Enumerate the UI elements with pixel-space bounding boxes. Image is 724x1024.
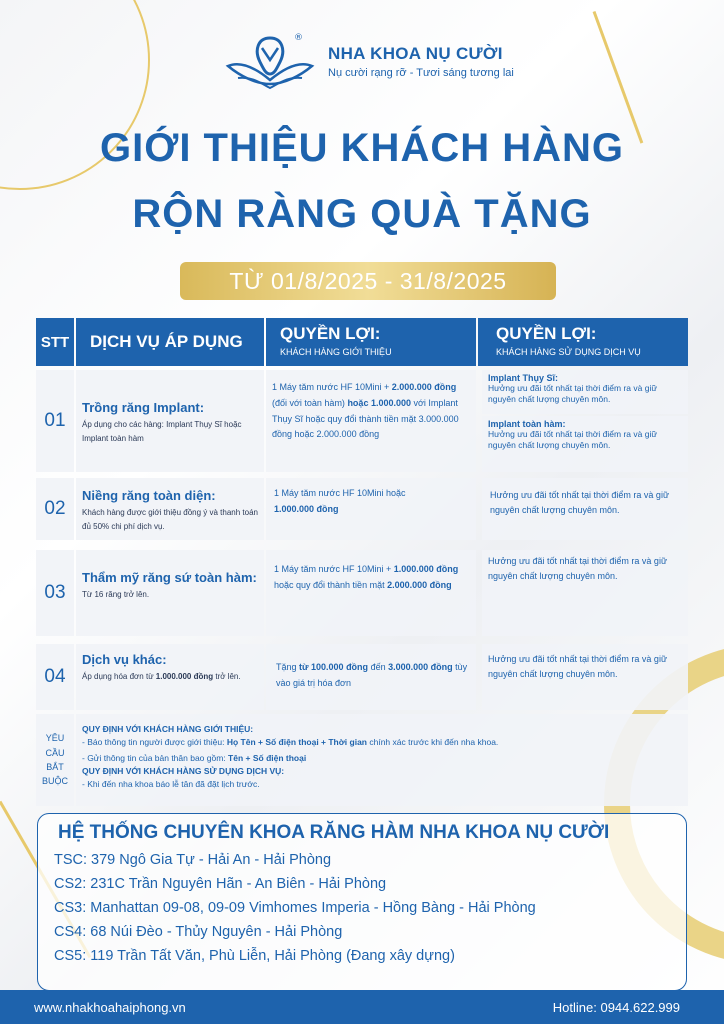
- table-row-benefit-customer: Hưởng ưu đãi tốt nhất tại thời điểm ra và giữ nguyên chất lượng chuyên môn.: [482, 478, 688, 540]
- header-service: DỊCH VỤ ÁP DỤNG: [76, 318, 264, 366]
- table-row-benefit-customer: Hưởng ưu đãi tốt nhất tại thời điểm ra và giữ nguyên chất lượng chuyên môn.: [482, 644, 688, 710]
- address-line: CS3: Manhattan 09-08, 09-09 Vimhomes Imperia - Hồng Bàng - Hải Phòng: [54, 900, 536, 916]
- lotus-tooth-icon: [220, 30, 320, 92]
- address-line: CS5: 119 Trần Tất Văn, Phù Liễn, Hải Phòng (Đang xây dựng): [54, 948, 455, 964]
- table-row-benefit-referrer: 1 Máy tăm nước HF 10Mini hoặc 1.000.000 đồng: [266, 478, 476, 540]
- svg-text:®: ®: [294, 33, 303, 43]
- row-number: 04: [36, 644, 74, 710]
- table-row-service: Trồng răng Implant: Áp dụng cho các hàng: Implant Thụy Sĩ hoặc Implant toàn hàm: [76, 370, 264, 472]
- website-link[interactable]: www.nhakhoahaiphong.vn: [34, 999, 186, 1015]
- table-row-benefit-referrer: 1 Máy tăm nước HF 10Mini + 1.000.000 đồng hoặc quy đổi thành tiền mặt 2.000.000 đồng: [266, 550, 476, 636]
- brand-logo: [220, 30, 514, 92]
- requirements-label: YÊU CẦU BẮT BUỘC: [36, 714, 74, 806]
- hotline[interactable]: Hotline: 0944.622.999: [552, 999, 680, 1015]
- header-stt: STT: [36, 318, 74, 366]
- gold-line-decoration: [593, 11, 644, 144]
- table-row-service: Niềng răng toàn diện: Khách hàng được giới thiệu đồng ý và thanh toán đủ 50% chi phí dịch vụ.: [76, 478, 264, 540]
- system-heading: HỆ THỐNG CHUYÊN KHOA RĂNG HÀM NHA KHOA NỤ CƯỜI: [58, 822, 610, 843]
- table-row-benefit-customer: Implant Thụy Sĩ: Hưởng ưu đãi tốt nhất tại thời điểm ra và giữ nguyên chất lượng chuyên môn.: [482, 370, 688, 414]
- address-line: CS2: 231C Trần Nguyên Hãn - An Biên - Hải Phòng: [54, 876, 387, 892]
- row-number: 03: [36, 550, 74, 636]
- requirements-content: QUY ĐỊNH VỚI KHÁCH HÀNG GIỚI THIỆU: - Báo thông tin người được giới thiệu: Họ Tên + Số điện thoại + Thời gian chính xác trước khi đến nha khoa. - Gửi thông tin của bản thân bao gồm: Tên + Số điện thoại QUY ĐỊNH VỚI KHÁCH HÀNG SỬ DỤNG DỊCH VỤ: - Khi đến nha khoa báo lễ tân đã đặt lịch trước.: [76, 714, 688, 806]
- address-line: TSC: 379 Ngô Gia Tự - Hải An - Hải Phòng: [54, 852, 332, 868]
- brand-slogan: Nụ cười rạng rỡ - Tươi sáng tương lai: [328, 66, 514, 79]
- row-number: 01: [36, 370, 74, 472]
- table-row-service: Dịch vụ khác: Áp dụng hóa đơn từ 1.000.000 đồng trở lên.: [76, 644, 264, 710]
- page-title-line1: GIỚI THIỆU KHÁCH HÀNG: [99, 126, 624, 170]
- header-benefit-referrer: QUYỀN LỢI: KHÁCH HÀNG GIỚI THIỆU: [266, 318, 476, 366]
- table-row-benefit-referrer: 1 Máy tăm nước HF 10Mini + 2.000.000 đồng (đối với toàn hàm) hoặc 1.000.000 với Implant Thụy Sĩ hoặc quy đổi thành tiền mặt 3.000.000 đồng hoặc 2.000.000 đồng: [266, 370, 476, 472]
- table-row-benefit-customer: Implant toàn hàm: Hưởng ưu đãi tốt nhất tại thời điểm ra và giữ nguyên chất lượng chuyên môn.: [482, 416, 688, 472]
- table-row-service: Thẩm mỹ răng sứ toàn hàm: Từ 16 răng trở lên.: [76, 550, 264, 636]
- table-row-benefit-referrer: Tặng từ 100.000 đồng đến 3.000.000 đồng tùy vào giá trị hóa đơn: [266, 644, 476, 710]
- clinic-system-box: [37, 813, 687, 991]
- date-range-badge: TỪ 01/8/2025 - 31/8/2025: [180, 262, 556, 300]
- page-title-line2: RỘN RÀNG QUÀ TẶNG: [132, 192, 592, 236]
- header-benefit-customer: QUYỀN LỢI: KHÁCH HÀNG SỬ DỤNG DỊCH VỤ: [478, 318, 688, 366]
- footer-bar: [0, 990, 724, 1024]
- row-number: 02: [36, 478, 74, 540]
- brand-name: NHA KHOA NỤ CƯỜI: [328, 43, 503, 63]
- table-row-benefit-customer: Hưởng ưu đãi tốt nhất tại thời điểm ra và giữ nguyên chất lượng chuyên môn.: [482, 550, 688, 636]
- address-line: CS4: 68 Núi Đèo - Thủy Nguyên - Hải Phòng: [54, 924, 343, 940]
